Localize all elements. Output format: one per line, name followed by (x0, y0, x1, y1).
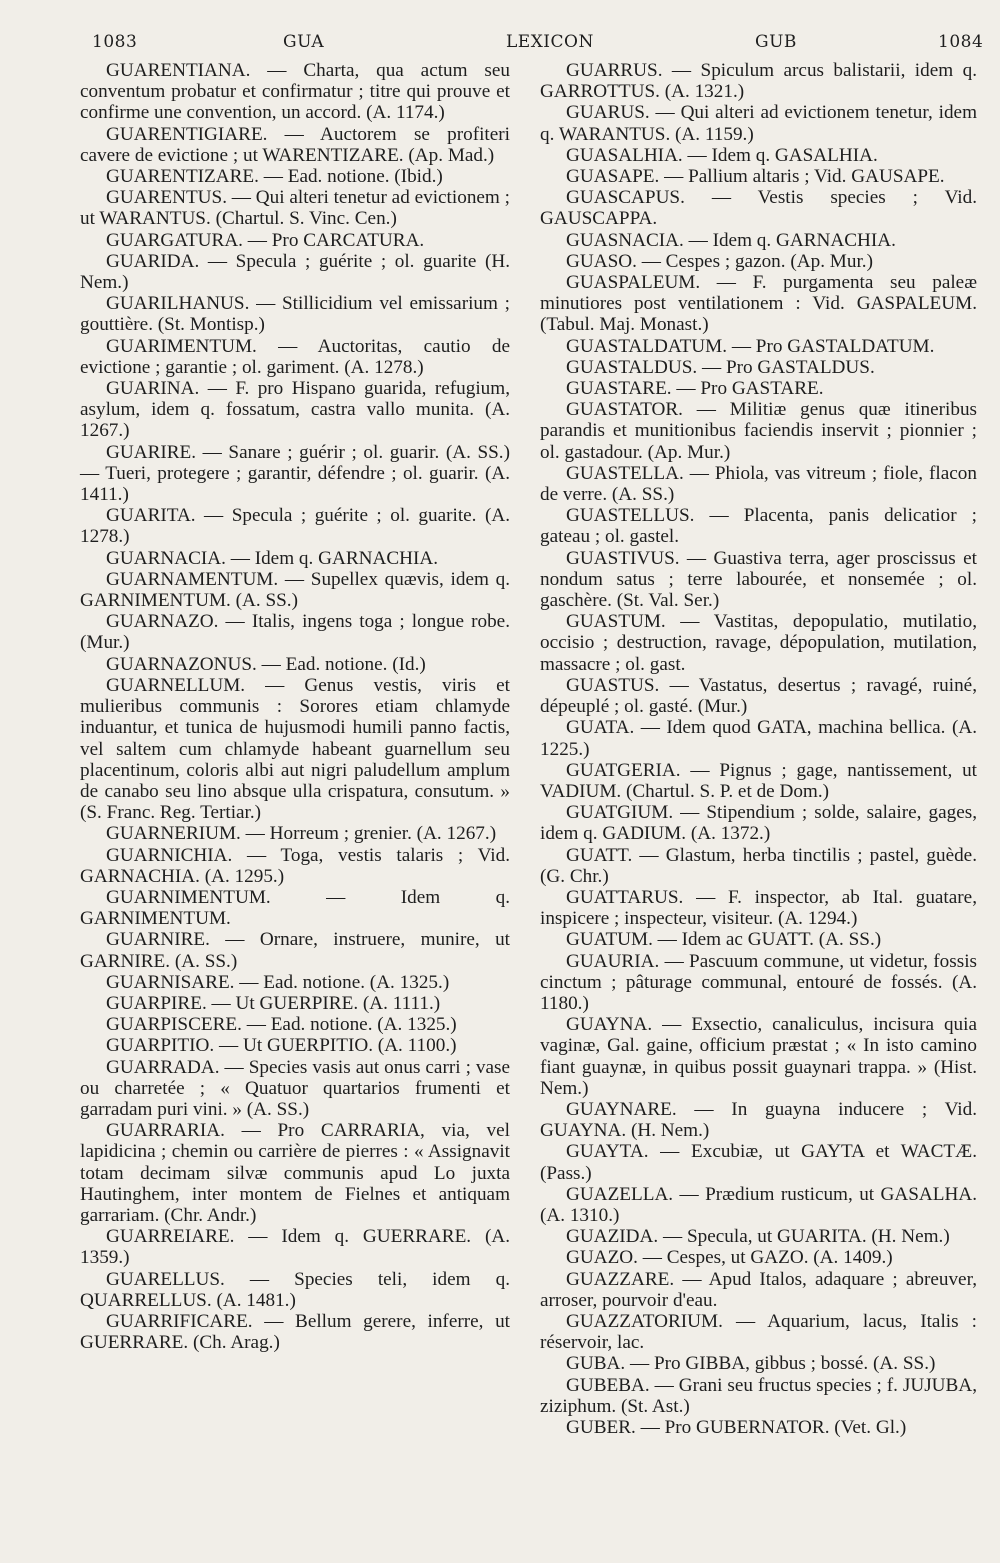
dictionary-entry: GUASTUS. — Vastatus, desertus ; ravagé, ruiné, dépeuplé ; ol. gasté. (Mur.) (540, 674, 977, 718)
dictionary-entry: GUASTATOR. — Militiæ genus quæ itineribus parandis et munitionibus faciendis inservit ; pionnier ; ol. gastadour. (Ap. Mur.) (540, 399, 977, 463)
dictionary-entry: GUASTALDUS. — Pro GASTALDUS. (566, 356, 875, 378)
dictionary-entry: GUAZZATORIUM. — Aquarium, lacus, Italis : réservoir, lac. (540, 1310, 977, 1354)
dictionary-entry: GUARRARIA. — Pro CARRARIA, via, vel lapidicina ; chemin ou carrière de pierres : « Assignavit totam decimam silvæ communis apud Lo juxta Hautinghem, inter montem de Fielnes et antiquam garrariam. (Chr. Andr.) (80, 1120, 510, 1226)
dictionary-entry: GUAURIA. — Pascuum commune, ut videtur, fossis cinctum ; pâturage communal, entouré de fossés. (A. 1180.) (540, 950, 977, 1014)
dictionary-entry: GUARIMENTUM. — Auctoritas, cautio de evictione ; garantie ; ol. gariment. (A. 1278.) (80, 335, 510, 378)
dictionary-entry: GUARNACIA. — Idem q. GARNACHIA. (106, 547, 439, 569)
dictionary-entry: GUARNICHIA. — Toga, vestis talaris ; Vid. GARNACHIA. (A. 1295.) (80, 844, 510, 887)
guide-word-right: GUB (755, 32, 797, 52)
dictionary-entry: GUARRADA. — Species vasis aut onus carri ; vase ou charretée ; « Quatuor quartarios frumenti et garradam puri vini. » (A. SS.) (80, 1056, 510, 1120)
dictionary-entry: GUASNACIA. — Idem q. GARNACHIA. (566, 229, 896, 251)
dictionary-entry: GUATTARUS. — F. inspector, ab Ital. guatare, inspicere ; inspecteur, visiteur. (A. 1294.) (540, 886, 977, 930)
dictionary-entry: GUARREIARE. — Idem q. GUERRARE. (A. 1359.) (80, 1226, 510, 1269)
dictionary-entry: GUARUS. — Qui alteri ad evictionem tenetur, idem q. WARANTUS. (A. 1159.) (540, 102, 977, 145)
dictionary-entry: GUASTUM. — Vastitas, depopulatio, mutilatio, occisio ; destruction, ravage, dépopulation, mutilation, massacre ; ol. gast. (540, 611, 977, 675)
dictionary-entry: GUASCAPUS. — Vestis species ; Vid. GAUSCAPPA. (540, 187, 977, 230)
dictionary-entry: GUASTELLUS. — Placenta, panis delicatior ; gateau ; ol. gastel. (540, 505, 977, 548)
dictionary-entry: GUATGERIA. — Pignus ; gage, nantissement, ut VADIUM. (Chartul. S. P. et de Dom.) (540, 759, 977, 802)
dictionary-entry: GUARELLUS. — Species teli, idem q. QUARRELLUS. (A. 1481.) (80, 1268, 510, 1311)
dictionary-entry: GUARIDA. — Specula ; guérite ; ol. guarite (H. Nem.) (80, 250, 510, 294)
dictionary-entry: GUARINA. — F. pro Hispano guarida, refugium, asylum, idem q. fossatum, castra vallo munita. (A. 1267.) (80, 378, 510, 442)
left-column (80, 60, 510, 1353)
dictionary-entry: GUBEBA. — Grani seu fructus species ; f. JUJUBA, ziziphum. (St. Ast.) (540, 1374, 977, 1417)
right-column (540, 60, 977, 1438)
dictionary-entry: GUATUM. — Idem ac GUATT. (A. SS.) (566, 929, 882, 951)
running-header (0, 0, 1000, 60)
dictionary-entry: GUARRUS. — Spiculum arcus balistarii, idem q. GARROTTUS. (A. 1321.) (540, 60, 977, 103)
dictionary-entry: GUATA. — Idem quod GATA, machina bellica. (A. 1225.) (540, 717, 977, 760)
dictionary-entry: GUARENTIANA. — Charta, qua actum seu conventum probatur et confirmatur ; titre qui prouve et confirme une convention, un accord. (A. 1174.) (80, 60, 510, 124)
dictionary-entry: GUBER. — Pro GUBERNATOR. (Vet. Gl.) (566, 1417, 907, 1438)
dictionary-entry: GUARENTIZARE. — Ead. notione. (Ibid.) (106, 166, 443, 188)
dictionary-entry: GUAYTA. — Excubiæ, ut GAYTA et WACTÆ. (Pass.) (540, 1141, 977, 1184)
dictionary-entry: GUAZO. — Cespes, ut GAZO. (A. 1409.) (566, 1247, 893, 1269)
dictionary-entry: GUASTIVUS. — Guastiva terra, ager proscissus et nondum satus ; terre labourée, et nonsemée ; ol. gaschère. (St. Val. Ser.) (540, 547, 977, 612)
dictionary-entry: GUATGIUM. — Stipendium ; solde, salaire, gages, idem q. GADIUM. (A. 1372.) (540, 802, 977, 845)
guide-word-left: GUA (283, 32, 325, 52)
dictionary-entry: GUASPALEUM. — F. purgamenta seu paleæ minutiores post ventilationem : Vid. GASPALEUM. (Tabul. Maj. Monast.) (540, 272, 977, 336)
dictionary-entry: GUARNAZONUS. — Ead. notione. (Id.) (106, 653, 426, 675)
dictionary-entry: GUARPISCERE. — Ead. notione. (A. 1325.) (106, 1014, 457, 1036)
dictionary-entry: GUAZELLA. — Prædium rusticum, ut GASALHA. (A. 1310.) (540, 1183, 977, 1226)
dictionary-entry: GUARNERIUM. — Horreum ; grenier. (A. 1267.) (106, 823, 497, 845)
dictionary-entry: GUASTARE. — Pro GASTARE. (566, 378, 824, 400)
dictionary-entry: GUARGATURA. — Pro CARCATURA. (106, 229, 425, 251)
dictionary-entry: GUARIRE. — Sanare ; guérir ; ol. guarir. (A. SS.) — Tueri, protegere ; garantir, défendre ; ol. guarir. (A. 1411.) (80, 441, 510, 506)
dictionary-entry: GUAZZARE. — Apud Italos, adaquare ; abreuver, arroser, pourvoir d'eau. (540, 1268, 977, 1311)
dictionary-entry: GUAYNARE. — In guayna inducere ; Vid. GUAYNA. (H. Nem.) (540, 1098, 977, 1142)
dictionary-entry: GUARITA. — Specula ; guérite ; ol. guarite. (A. 1278.) (80, 505, 510, 548)
dictionary-entry: GUAZIDA. — Specula, ut GUARITA. (H. Nem.) (566, 1226, 950, 1248)
dictionary-entry: GUARNAZO. — Italis, ingens toga ; longue robe. (Mur.) (80, 611, 510, 654)
header-title: LEXICON (506, 32, 594, 52)
dictionary-entry: GUARNAMENTUM. — Supellex quævis, idem q. GARNIMENTUM. (A. SS.) (80, 568, 510, 612)
dictionary-entry: GUARILHANUS. — Stillicidium vel emissarium ; gouttière. (St. Montisp.) (80, 293, 510, 336)
dictionary-entry: GUARPITIO. — Ut GUERPITIO. (A. 1100.) (106, 1035, 457, 1057)
dictionary-entry: GUBA. — Pro GIBBA, gibbus ; bossé. (A. SS.) (566, 1353, 936, 1375)
dictionary-entry: GUARRIFICARE. — Bellum gerere, inferre, ut GUERRARE. (Ch. Arag.) (80, 1310, 510, 1354)
dictionary-entry: GUASTELLA. — Phiola, vas vitreum ; fiole, flacon de verre. (A. SS.) (540, 462, 977, 506)
page-number-left: 1083 (92, 32, 138, 52)
dictionary-entry: GUARNIMENTUM. — Idem q. GARNIMENTUM. (80, 886, 510, 930)
dictionary-entry: GUARENTUS. — Qui alteri tenetur ad evictionem ; ut WARANTUS. (Chartul. S. Vinc. Cen.) (80, 187, 510, 230)
dictionary-entry: GUARNISARE. — Ead. notione. (A. 1325.) (106, 971, 450, 993)
page-number-right: 1084 (938, 32, 984, 52)
dictionary-entry: GUASO. — Cespes ; gazon. (Ap. Mur.) (566, 250, 873, 272)
dictionary-entry: GUARNIRE. — Ornare, instruere, munire, ut GARNIRE. (A. SS.) (80, 929, 510, 972)
dictionary-entry: GUARNELLUM. — Genus vestis, viris et mulieribus communis : Sorores etiam chlamyde induantur, et tunica de hujusmodi humili panno factis, vel saltem cum chlamyde habeant guarnellum seu placentinum, coloris albi aut nigri paludellum amplum de canabo seu lino absque ulla crispatura, consutum. » (S. Franc. Reg. Tertiar.) (80, 674, 510, 824)
dictionary-entry: GUASALHIA. — Idem q. GASALHIA. (566, 144, 878, 166)
dictionary-entry: GUARPIRE. — Ut GUERPIRE. (A. 1111.) (106, 992, 441, 1014)
dictionary-entry: GUASAPE. — Pallium altaris ; Vid. GAUSAPE. (566, 166, 945, 188)
dictionary-entry: GUAYNA. — Exsectio, canaliculus, incisura quia vaginæ, Gal. gaine, officium præstat ; « In isto camino fiant guaynæ, in quibus possit guaynari trappa. » (Hist. Nem.) (540, 1014, 977, 1099)
dictionary-entry: GUASTALDATUM. — Pro GASTALDATUM. (566, 335, 935, 357)
dictionary-entry: GUATT. — Glastum, herba tinctilis ; pastel, guède. (G. Chr.) (540, 844, 977, 887)
dictionary-entry: GUARENTIGIARE. — Auctorem se profiteri cavere de evictione ; ut WARENTIZARE. (Ap. Mad.) (80, 123, 510, 166)
